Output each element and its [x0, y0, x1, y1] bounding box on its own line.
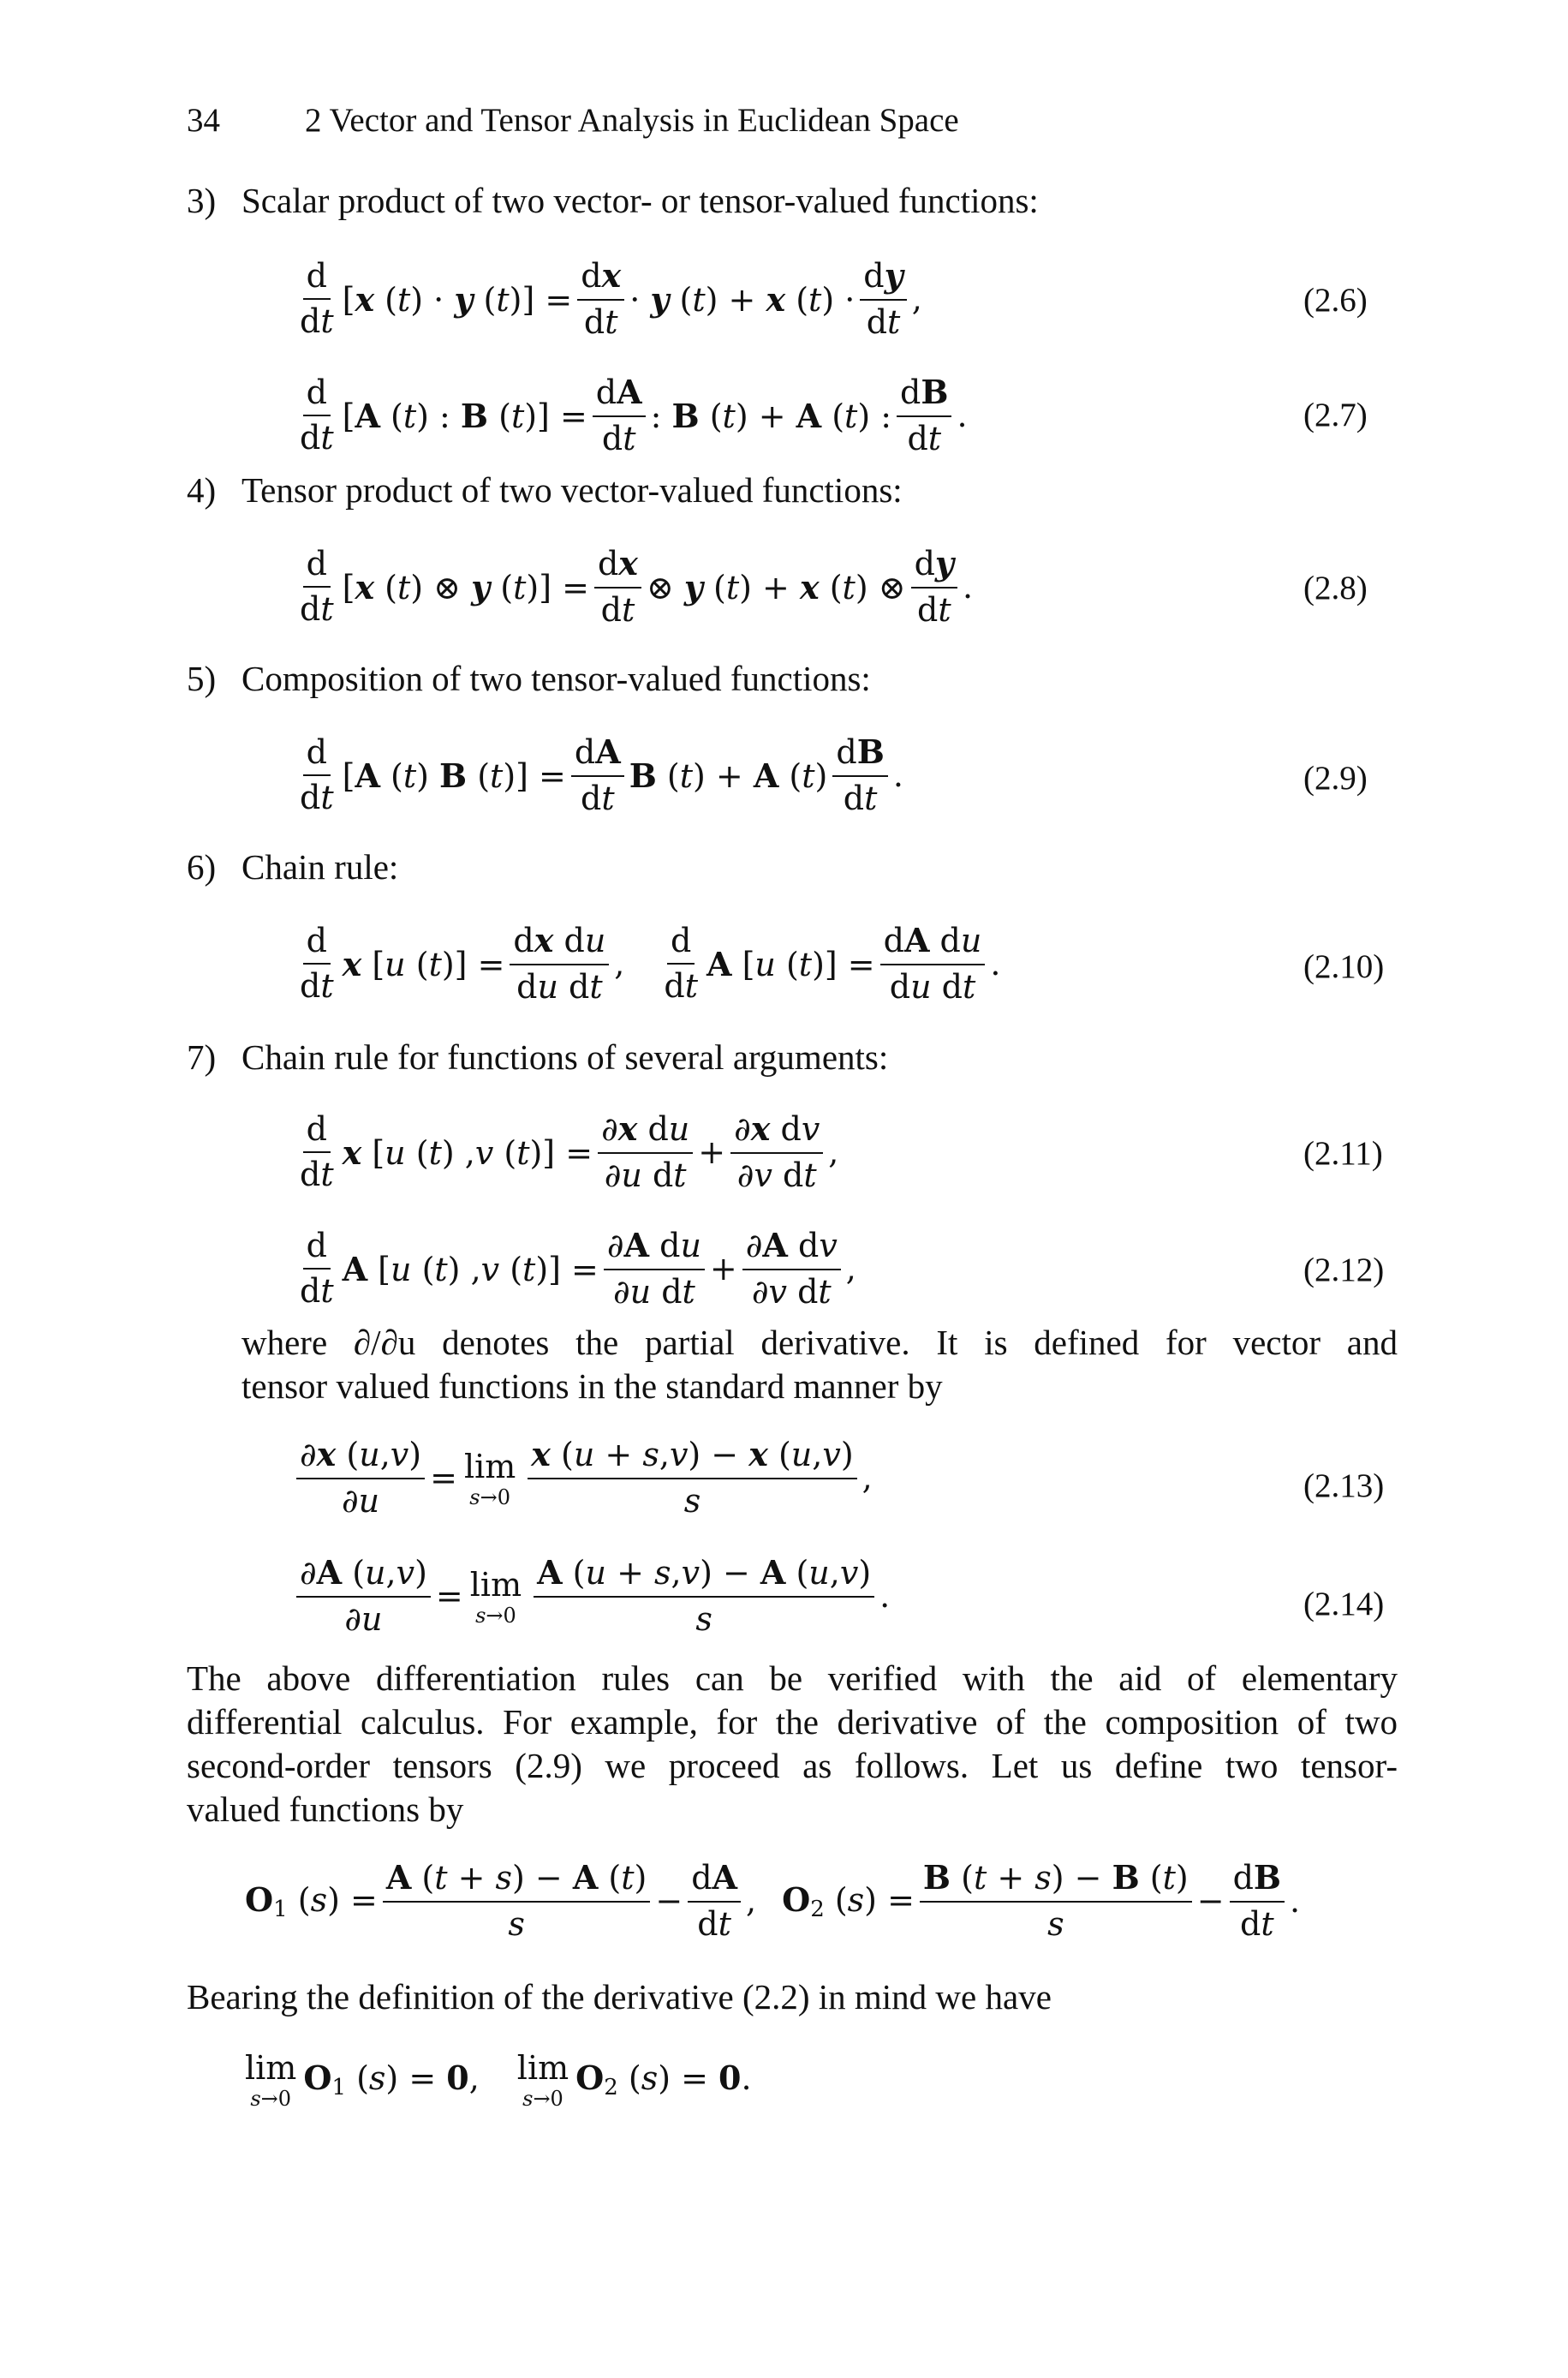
equation-2-7: $\frac{d}{dt}$ [A (t) : B (t)] = $\frac{dA}{dt}$ : B (t) + A (t) : $\frac{dB}{dt}$ .	[291, 373, 968, 457]
equation-2-9: $\frac{d}{dt}$ [A (t) B (t)] = $\frac{dA}{dt}$ B (t) + A (t) $\frac{dB}{dt}$ .	[291, 733, 903, 817]
equation-2-12: $\frac{d}{dt}$ A [u (t) ,v (t)] = $\frac{\text{∂A du}}{\text{∂u dt}}$ + $\frac{\text{∂A dv}}{\text{∂v dt}}$ ,	[291, 1227, 856, 1311]
equation-number: (2.12)	[1303, 1252, 1385, 1288]
item-number: 3)	[187, 181, 217, 220]
fraction: $\frac{dB}{dt}$	[832, 733, 887, 817]
fraction: $\frac{A (t + s) - A (t)}{s}$	[383, 1859, 651, 1943]
equation-number: (2.8)	[1303, 570, 1368, 606]
running-title: 2 Vector and Tensor Analysis in Euclidean Space	[305, 102, 959, 139]
paragraph-line: valued functions by	[187, 1789, 464, 1829]
fraction: $\frac{A (u + s,v) - A (u,v)}{s}$	[534, 1554, 874, 1638]
paragraph-bearing: Bearing the definition of the derivative (2.2) in mind we have	[187, 1977, 1052, 2017]
list-item-4	[187, 469, 903, 511]
paragraph-line: where ∂/∂u denotes the partial derivative. It is defined for vector and	[241, 1323, 1398, 1362]
paragraph-line: differential calculus. For example, for the derivative of the composition of two	[187, 1702, 1398, 1742]
paragraph-line: tensor valued functions in the standard manner by	[241, 1366, 943, 1406]
list-item-6	[187, 846, 398, 887]
page-number: 34	[187, 102, 220, 139]
fraction: $\frac{dy}{dt}$	[911, 545, 957, 629]
equation-2-6: $\frac{d}{dt}$ [x (t) · y (t)] = $\frac{dx}{dt}$ · y (t) + x (t) · $\frac{dy}{dt}$ ,	[291, 257, 922, 341]
item-text: Composition of two tensor-valued functions:	[241, 659, 871, 698]
paragraph-differentiation-rules	[187, 1657, 1398, 1831]
limit: lim s→0	[516, 2049, 569, 2111]
fraction: $\frac{dA}{dt}$	[688, 1859, 741, 1943]
item-number: 6)	[187, 847, 217, 887]
limit: lim s→0	[463, 1448, 516, 1510]
equation-o1-o2-definitions: O1 (s) = $\frac{A (t + s) - A (t)}{s}$ − $\frac{dA}{dt}$ , O2 (s) = $\frac{B (t + s) - B (t)}{s}$ − $\frac{dB}{dt}$ .	[245, 1858, 1301, 1943]
fraction: $\frac{dA}{dt}$	[593, 373, 646, 457]
equation-number: (2.7)	[1303, 397, 1368, 433]
fraction: $\frac{dy}{dt}$	[860, 257, 906, 341]
fraction: $\frac{d}{dt}$	[300, 256, 334, 341]
fraction: $\frac{dx}{dt}$	[594, 545, 641, 629]
equation-number: (2.13)	[1303, 1467, 1385, 1504]
equation-2-13: $\frac{\partial x (u,v)}{\partial u}$ = lim s→0 $\frac{x (u + s,v) - x (u,v)}{s}$ ,	[291, 1436, 873, 1520]
fraction: $\frac{\partial x (u,v)}{\partial u}$	[296, 1436, 425, 1520]
fraction: $\frac{d}{dt}$	[300, 732, 334, 817]
equation-number: (2.14)	[1303, 1586, 1385, 1622]
fraction: $\frac{d}{dt}$	[300, 1226, 334, 1311]
equation-number: (2.11)	[1303, 1135, 1383, 1172]
equation-number: (2.9)	[1303, 760, 1368, 797]
paragraph-line: The above differentiation rules can be verified with the aid of elementary	[187, 1658, 1398, 1698]
equation-2-10: $\frac{d}{dt}$ x [u (t)] = $\frac{\text{dx du}}{\text{du dt}}$ , $\frac{d}{dt}$ A [u (t)] = $\frac{\text{dA du}}{\text{du dt}}$ .	[291, 922, 1000, 1006]
fraction: $\frac{d}{dt}$	[664, 921, 698, 1006]
item-number: 7)	[187, 1037, 217, 1077]
fraction: $\frac{d}{dt}$	[300, 921, 334, 1006]
fraction: $\frac{d}{dt}$	[300, 1109, 334, 1194]
item-text: Tensor product of two vector-valued functions:	[241, 470, 903, 510]
fraction: $\frac{\text{dx du}}{\text{du dt}}$	[510, 922, 609, 1006]
fraction: $\frac{dA}{dt}$	[571, 733, 624, 817]
fraction: $\frac{\text{∂A dv}}{\text{∂v dt}}$	[742, 1227, 841, 1311]
fraction: $\frac{\partial A (u,v)}{\partial u}$	[296, 1554, 431, 1638]
equation-2-14: $\frac{\partial A (u,v)}{\partial u}$ = lim s→0 $\frac{A (u + s,v) - A (u,v)}{s}$ .	[291, 1554, 890, 1638]
list-item-5	[187, 658, 871, 699]
equation-number: (2.6)	[1303, 282, 1368, 319]
equation-number: (2.10)	[1303, 948, 1385, 985]
equation-2-11: $\frac{d}{dt}$ x [u (t) ,v (t)] = $\frac{\text{∂x du}}{\text{∂u dt}}$ + $\frac{\text{∂x dv}}{\text{∂v dt}}$ ,	[291, 1110, 838, 1194]
fraction: $\frac{dB}{dt}$	[1230, 1859, 1285, 1943]
fraction: $\frac{\text{∂x dv}}{\text{∂v dt}}$	[730, 1110, 823, 1194]
item-text: Scalar product of two vector- or tensor-valued functions:	[241, 181, 1039, 220]
fraction: $\frac{d}{dt}$	[300, 544, 334, 629]
fraction: $\frac{\text{∂x du}}{\text{∂u dt}}$	[598, 1110, 693, 1194]
equation-2-8: $\frac{d}{dt}$ [x (t) ⊗ y (t)] = $\frac{dx}{dt}$ ⊗ y (t) + x (t) ⊗ $\frac{dy}{dt}$ .	[291, 545, 973, 629]
fraction: $\frac{x (u + s,v) - x (u,v)}{s}$	[528, 1436, 856, 1520]
equation-limits-o1-o2: lim s→0 O1 (s) = 0, lim s→0 O2 (s) = 0.	[245, 2049, 752, 2111]
limit: lim s→0	[469, 1566, 522, 1628]
limit: lim s→0	[245, 2049, 297, 2111]
list-item-7	[187, 1037, 888, 1078]
item-number: 4)	[187, 470, 217, 510]
paragraph-line: second-order tensors (2.9) we proceed as follows. Let us define two tensor-	[187, 1746, 1398, 1785]
item-text: Chain rule:	[241, 847, 399, 887]
item-number: 5)	[187, 659, 217, 698]
item-text: Chain rule for functions of several arguments:	[241, 1037, 889, 1077]
fraction: $\frac{dB}{dt}$	[897, 373, 951, 457]
fraction: $\frac{d}{dt}$	[300, 373, 334, 457]
fraction: $\frac{B (t + s) - B (t)}{s}$	[920, 1859, 1192, 1943]
list-item-3	[187, 180, 1039, 221]
fraction: $\frac{\text{∂A du}}{\text{∂u dt}}$	[604, 1227, 705, 1311]
paragraph-partial-derivative	[241, 1321, 1398, 1408]
fraction: $\frac{\text{dA du}}{\text{du dt}}$	[880, 922, 986, 1006]
fraction: $\frac{dx}{dt}$	[577, 257, 624, 341]
